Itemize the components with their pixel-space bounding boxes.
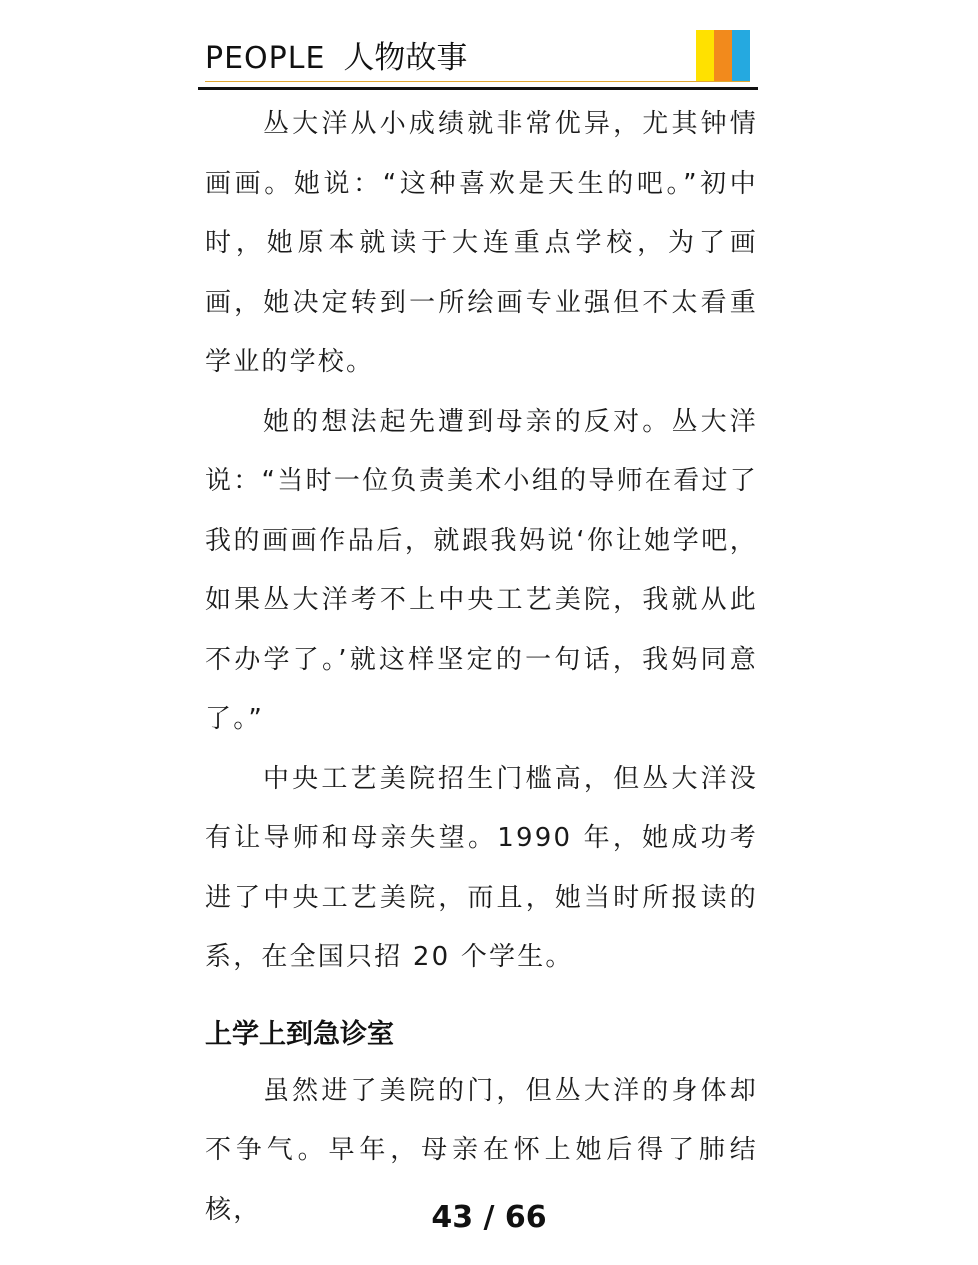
header-accent-line xyxy=(205,81,750,82)
header-rule xyxy=(198,87,758,90)
paragraph: 丛大洋从小成绩就非常优异，尤其钟情画画。她说：“这种喜欢是天生的吧。”初中时，她原本就读于大连重点学校，为了画画，她决定转到一所绘画专业强但不太看重学业的学校。 xyxy=(205,109,758,377)
yellow-bar xyxy=(696,30,714,82)
header-color-bars xyxy=(696,30,750,82)
blue-bar xyxy=(732,30,750,82)
paragraph: 虽然进了美院的门，但丛大洋的身体却不争气。早年，母亲在怀上她后得了肺结核， xyxy=(205,1075,758,1225)
header-section-cn: 人物故事 xyxy=(343,40,468,76)
page-indicator: 43 / 66 xyxy=(431,1200,547,1235)
paragraph: 中央工艺美院招生门槛高，但丛大洋没有让导师和母亲失望。1990 年，她成功考进了中央工艺美院，而且，她当时所报读的系，在全国只招 20 个学生。 xyxy=(205,763,758,972)
orange-bar xyxy=(714,30,732,82)
page-header xyxy=(205,30,758,88)
article-body xyxy=(205,95,758,1240)
paragraph: 她的想法起先遭到母亲的反对。丛大洋说：“当时一位负责美术小组的导师在看过了我的画画作品后，就跟我妈说‘你让她学吧，如果丛大洋考不上中央工艺美院，我就从此不办学了。’就这样坚定的一句话，我妈同意了。” xyxy=(205,406,758,734)
section-heading: 上学上到急诊室 xyxy=(205,1018,394,1050)
header-section-en: PEOPLE xyxy=(205,41,326,76)
header-title xyxy=(205,38,467,83)
